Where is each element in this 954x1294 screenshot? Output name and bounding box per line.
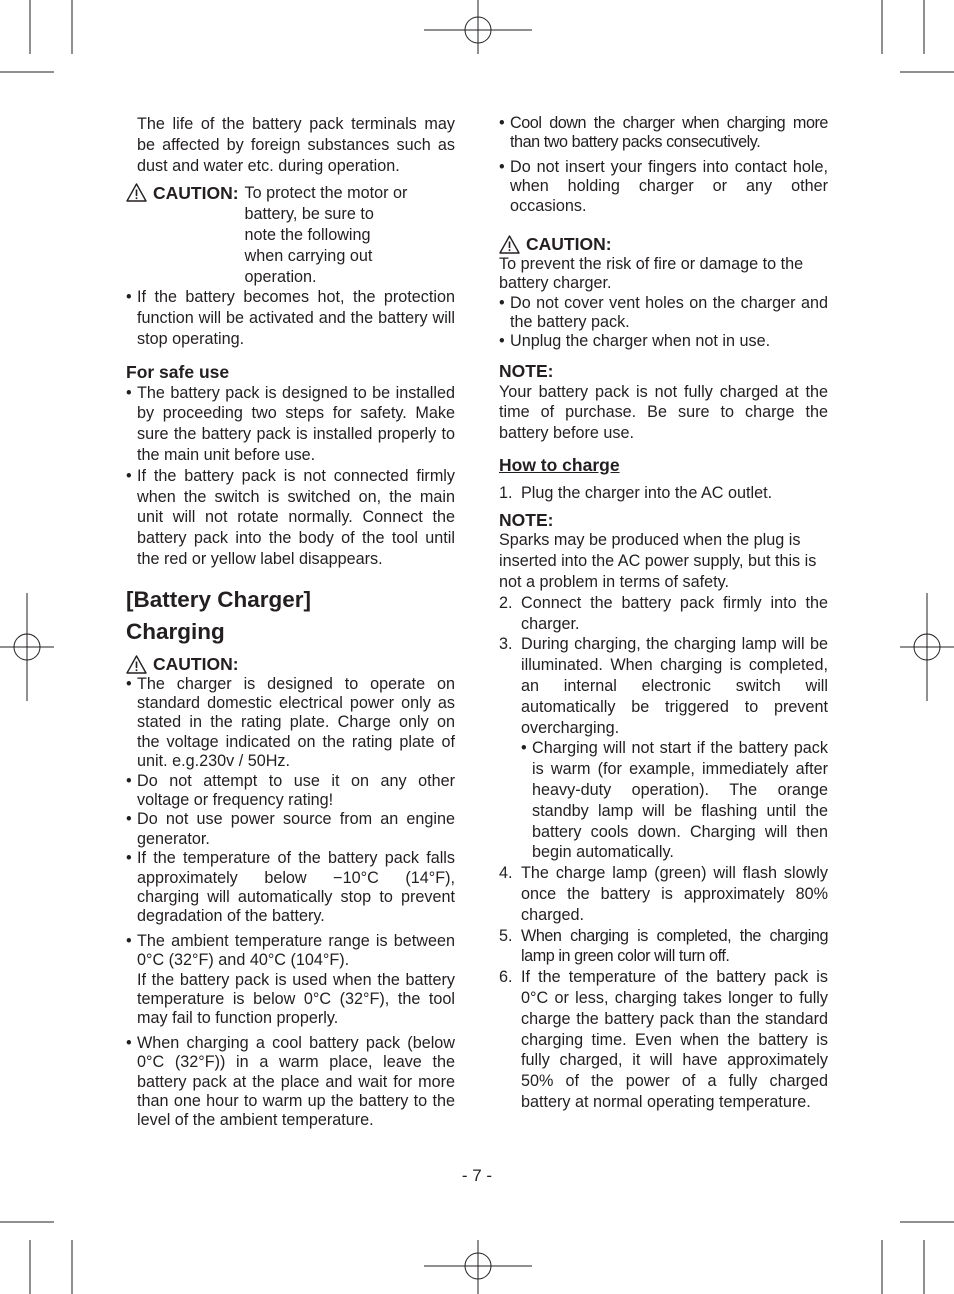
list-item: • Do not use power source from an engine generator. — [126, 810, 455, 849]
charge-step — [499, 634, 828, 863]
page-number: - 7 - — [461, 1166, 493, 1185]
step-number: 1. — [499, 483, 513, 502]
warning-icon — [126, 183, 147, 202]
step-number: 4. — [499, 864, 513, 883]
caution-label: CAUTION: — [153, 653, 239, 674]
charge-step — [499, 967, 828, 1113]
step-number: 2. — [499, 593, 513, 612]
section-heading-how-to-charge: How to charge — [499, 455, 620, 476]
note-text: Sparks may be produced when the plug is inserted into the AC power supply, but this is not a problem in terms of safety. — [499, 531, 817, 592]
warning-icon — [126, 655, 147, 674]
step-text: During charging, the charging lamp will be illuminated. When charging is completed, an internal electronic switch will automatically be triggered to prevent overcharging. — [521, 635, 828, 737]
section-subtitle: Charging — [126, 618, 225, 644]
caution-text: To protect the motor or battery, be sure to note the following when carrying out operation. — [244, 184, 408, 286]
ambient-range-text: • The ambient temperature range is between 0°C (32°F) and 40°C (104°F). — [137, 931, 455, 970]
charge-step — [499, 593, 828, 635]
list-item: • The charger is designed to operate on standard domestic electrical power only as stated in the rating plate. Charge only on the voltage indicated on the rating plate of unit. e.g.230v / 50Hz. — [126, 675, 455, 772]
right-column — [499, 114, 828, 1113]
intro-paragraph: The life of the battery pack terminals may be affected by foreign substances such as dust and water etc. during operation. — [137, 115, 455, 175]
step-text: Connect the battery pack firmly into the charger. — [521, 593, 828, 633]
list-item: • Charging will not start if the battery pack is warm (for example, immediately after heavy-duty operation). The orange standby lamp will be flashing until the battery cools down. Charging will then begin automatically. — [521, 738, 828, 863]
note-text: Your battery pack is not fully charged at the time of purchase. Be sure to charge the battery before use. — [499, 382, 828, 443]
step-number: 6. — [499, 968, 513, 987]
list-item: • Do not cover vent holes on the charger and the battery pack. — [499, 294, 828, 333]
list-item — [126, 932, 455, 1029]
list-item: • Cool down the charger when charging more than two battery packs consecutively. — [499, 114, 828, 153]
caution-label: CAUTION: — [526, 234, 612, 255]
caution-fire-intro: To prevent the risk of fire or damage to the battery charger. — [499, 254, 804, 293]
list-item: • When charging a cool battery pack (below 0°C (32°F)) in a warm place, leave the battery pack at the place and wait for more than one hour to warm up the battery to the level of the ambient temperature. — [126, 1034, 455, 1131]
charge-steps-list — [499, 593, 828, 1113]
section-title: [Battery Charger] — [126, 586, 312, 612]
step-text: The charge lamp (green) will flash slowly once the battery is approximately 80% charged. — [521, 864, 828, 924]
step-text: When charging is completed, the charging lamp in green color will turn off. — [521, 926, 828, 966]
list-item: • If the battery becomes hot, the protection function will be activated and the battery will stop operating. — [126, 287, 455, 349]
caution-fire-heading — [499, 234, 828, 255]
ambient-range-continuation: If the battery pack is used when the battery temperature is below 0°C (32°F), the tool may fail to function properly. — [137, 970, 455, 1028]
caution-label: CAUTION: — [153, 183, 239, 204]
list-item: • Unplug the charger when not in use. — [499, 332, 828, 351]
charge-step — [499, 926, 828, 968]
caution-fire-list — [499, 294, 828, 352]
list-item: • If the battery pack is not connected firmly when the switch is switched on, the main unit will not rotate normally. Connect the battery pack into the body of the tool until the red or yellow label disappears. — [126, 466, 455, 570]
charge-step-1-list — [499, 483, 828, 504]
caution-charger-list — [126, 675, 455, 1131]
charge-step — [499, 863, 828, 925]
list-item: • Do not attempt to use it on any other voltage or frequency rating! — [126, 772, 455, 811]
note-label: NOTE: — [499, 360, 554, 381]
list-item: • If the temperature of the battery pack falls approximately below −10°C (14°F), charging will automatically stop to prevent degradation of the battery. — [126, 849, 455, 927]
note-label: NOTE: — [499, 509, 554, 530]
charge-step — [499, 483, 828, 504]
step-number: 3. — [499, 635, 513, 654]
list-item: • The battery pack is designed to be installed by proceeding two steps for safety. Make sure the battery pack is installed properly to the main unit before use. — [126, 383, 455, 466]
step-text: Plug the charger into the AC outlet. — [521, 483, 773, 502]
step-number: 5. — [499, 926, 513, 945]
caution-fire-body — [499, 255, 828, 352]
caution-charger-heading — [126, 654, 455, 675]
list-item: • Do not insert your fingers into contact hole, when holding charger or any other occasions. — [499, 158, 828, 216]
section-heading-safe-use: For safe use — [126, 361, 230, 382]
step-text: If the temperature of the battery pack is 0°C or less, charging takes longer to fully charge the battery pack than the standard charging time. Even when the battery is fully charged, it will have approximately 50% of the power of a fully charged battery at normal operating temperature. — [521, 968, 828, 1111]
caution-motor — [126, 183, 455, 287]
safe-use-list — [126, 383, 455, 570]
caution-motor-list — [126, 287, 455, 349]
charge-step-sub-list — [521, 738, 828, 863]
warning-icon — [499, 235, 520, 254]
left-column — [126, 114, 455, 1131]
charger-top-list — [499, 114, 828, 216]
